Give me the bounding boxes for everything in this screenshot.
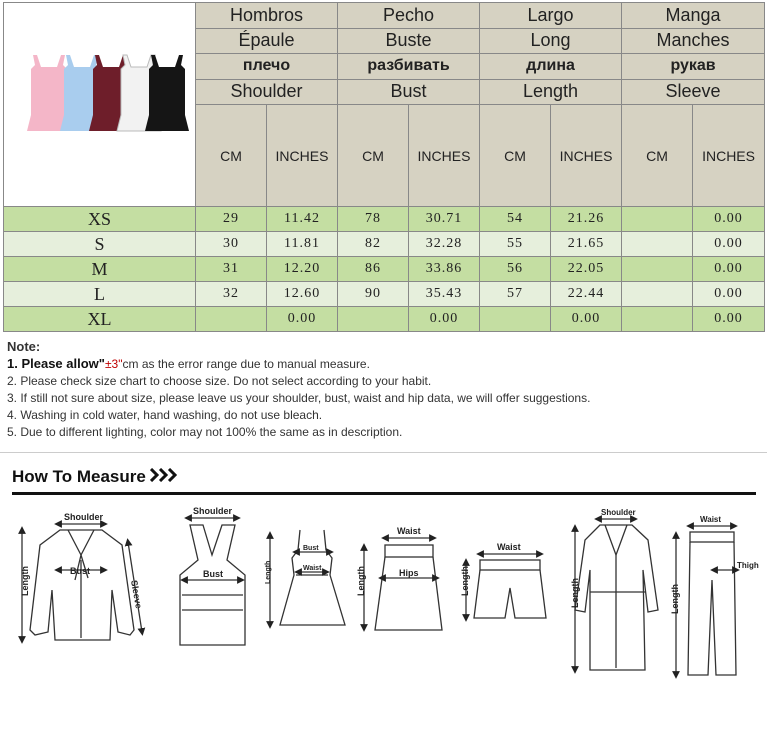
size-cell: 56 — [480, 257, 551, 282]
unit-cm: CM — [338, 105, 409, 207]
product-photo — [4, 3, 196, 207]
label-bust: Bust — [70, 566, 90, 576]
size-cell: 22.05 — [551, 257, 622, 282]
unit-cm: CM — [196, 105, 267, 207]
size-cell: 0.00 — [693, 307, 765, 332]
size-cell: 0.00 — [693, 232, 765, 257]
measurement-diagrams — [0, 500, 767, 695]
note-line-5: 5. Due to different lighting, color may not 100% the same as in description. — [7, 425, 403, 439]
label-waist: Waist — [303, 565, 322, 572]
size-cell: 78 — [338, 207, 409, 232]
size-cell: 12.20 — [267, 257, 338, 282]
size-cell: 21.26 — [551, 207, 622, 232]
size-cell — [480, 307, 551, 332]
header-en-bust: Bust — [338, 79, 480, 105]
size-cell: 12.60 — [267, 282, 338, 307]
label-length: Length — [20, 566, 30, 596]
notes-title: Note: — [7, 339, 41, 354]
size-label: XL — [4, 307, 196, 332]
size-cell — [622, 257, 693, 282]
label-hips: Hips — [399, 568, 419, 578]
label-waist: Waist — [397, 526, 421, 536]
size-cell: 0.00 — [693, 207, 765, 232]
label-waist: Waist — [497, 542, 521, 552]
size-label: L — [4, 282, 196, 307]
label-length: Length — [356, 566, 366, 596]
size-cell: 82 — [338, 232, 409, 257]
note-line-1 — [7, 355, 590, 373]
size-cell — [338, 307, 409, 332]
size-row — [4, 282, 765, 307]
size-cell: 0.00 — [267, 307, 338, 332]
size-cell: 22.44 — [551, 282, 622, 307]
size-cell: 30.71 — [409, 207, 480, 232]
coat-diagram — [575, 519, 658, 670]
label-shoulder: Shoulder — [193, 506, 233, 516]
size-cell: 0.00 — [551, 307, 622, 332]
size-row — [4, 257, 765, 282]
unit-cm: CM — [480, 105, 551, 207]
header-es-bust: Pecho — [338, 3, 480, 29]
how-to-measure-title: How To Measure — [12, 467, 146, 486]
note-line-1-strong: 1. Please allow" — [7, 356, 105, 371]
label-length: Length — [570, 578, 580, 608]
unit-inches: INCHES — [267, 105, 338, 207]
product-tops-image — [5, 3, 195, 201]
note-line-4: 4. Washing in cold water, hand washing, do not use bleach. — [7, 408, 323, 422]
note-tolerance: ±3" — [104, 357, 123, 371]
size-cell: 54 — [480, 207, 551, 232]
size-cell: 29 — [196, 207, 267, 232]
unit-cm: CM — [622, 105, 693, 207]
triple-chevron-icon — [150, 468, 178, 482]
label-bust: Bust — [203, 569, 223, 579]
size-cell — [622, 232, 693, 257]
size-cell: 55 — [480, 232, 551, 257]
label-shoulder: Shoulder — [64, 512, 104, 522]
size-cell: 0.00 — [693, 282, 765, 307]
size-row — [4, 207, 765, 232]
pants-diagram — [676, 526, 736, 675]
label-sleeve: Sleeve — [129, 579, 144, 610]
divider — [0, 452, 767, 453]
size-cell: 90 — [338, 282, 409, 307]
size-cell: 0.00 — [409, 307, 480, 332]
notes-section — [7, 338, 590, 441]
header-en-length: Length — [480, 79, 622, 105]
shorts-diagram — [466, 554, 546, 618]
blouse-diagram — [22, 524, 142, 640]
header-ru-sleeve: рукав — [622, 54, 765, 80]
label-length: Length — [460, 566, 470, 596]
header-ru-length: длина — [480, 54, 622, 80]
size-cell: 86 — [338, 257, 409, 282]
header-fr-sleeve: Manches — [622, 28, 765, 54]
header-es-length: Largo — [480, 3, 622, 29]
header-es-shoulder: Hombros — [196, 3, 338, 29]
note-line-1-rest: cm as the error range due to manual measure. — [122, 357, 370, 371]
size-cell: 35.43 — [409, 282, 480, 307]
size-label: XS — [4, 207, 196, 232]
size-cell: 11.42 — [267, 207, 338, 232]
header-fr-length: Long — [480, 28, 622, 54]
size-cell: 30 — [196, 232, 267, 257]
size-cell — [622, 282, 693, 307]
size-cell: 31 — [196, 257, 267, 282]
label-shoulder: Shoulder — [601, 508, 636, 517]
note-line-2: 2. Please check size chart to choose size. Do not select according to your habit. — [7, 374, 432, 388]
header-fr-shoulder: Épaule — [196, 28, 338, 54]
label-bust: Bust — [303, 545, 319, 552]
size-row — [4, 232, 765, 257]
size-cell: 11.81 — [267, 232, 338, 257]
unit-inches: INCHES — [409, 105, 480, 207]
tank-diagram — [180, 518, 245, 645]
note-line-3: 3. If still not sure about size, please leave us your shoulder, bust, waist and hip data, we will offer suggestions. — [7, 391, 591, 405]
product-top — [145, 55, 189, 131]
size-cell: 32 — [196, 282, 267, 307]
unit-inches: INCHES — [693, 105, 765, 207]
size-cell — [622, 307, 693, 332]
label-thigh: Thigh — [737, 561, 759, 570]
label-length: Length — [670, 584, 680, 614]
size-cell: 0.00 — [693, 257, 765, 282]
unit-inches: INCHES — [551, 105, 622, 207]
size-cell: 21.65 — [551, 232, 622, 257]
how-to-measure-underline — [12, 492, 756, 495]
size-cell: 32.28 — [409, 232, 480, 257]
size-chart-table — [3, 2, 765, 332]
label-waist: Waist — [700, 515, 722, 524]
size-cell: 57 — [480, 282, 551, 307]
header-en-shoulder: Shoulder — [196, 79, 338, 105]
header-en-sleeve: Sleeve — [622, 79, 765, 105]
label-length: Length — [265, 560, 272, 584]
header-ru-bust: разбивать — [338, 54, 480, 80]
skirt-diagram — [364, 538, 442, 630]
size-row — [4, 307, 765, 332]
size-cell — [622, 207, 693, 232]
size-label: M — [4, 257, 196, 282]
size-cell: 33.86 — [409, 257, 480, 282]
header-ru-shoulder: плечо — [196, 54, 338, 80]
size-label: S — [4, 232, 196, 257]
header-es-sleeve: Manga — [622, 3, 765, 29]
header-fr-bust: Buste — [338, 28, 480, 54]
size-cell — [196, 307, 267, 332]
